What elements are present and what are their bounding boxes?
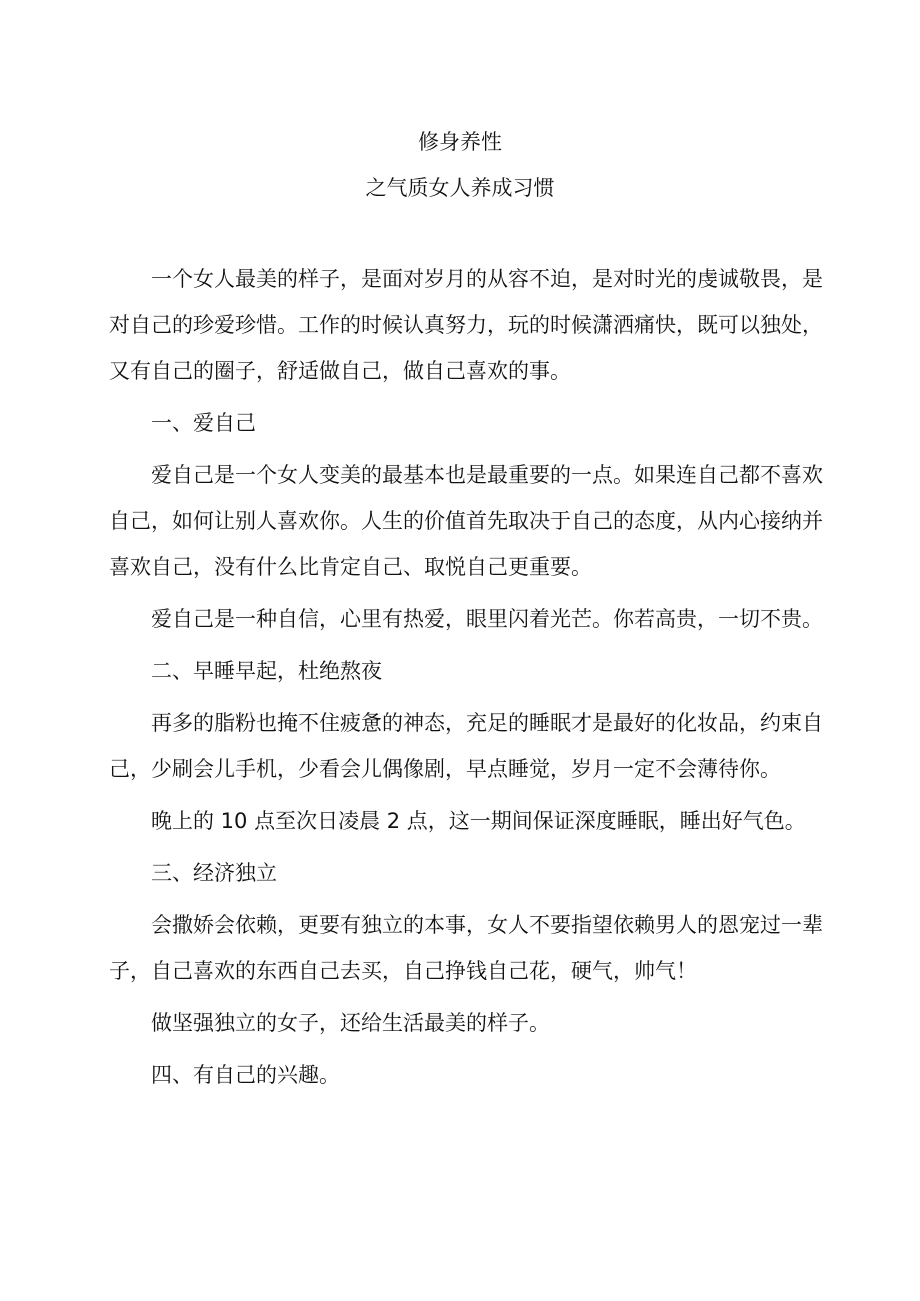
intro-paragraph: 一个女人最美的样子，是面对岁月的从容不迫，是对时光的虔诚敬畏，是对自己的珍爱珍惜。工作的时候认真努力，玩的时候潇洒痛快，既可以独处，又有自己的圈子，舒适做自己，做自己喜欢的事。 <box>109 267 823 383</box>
body-paragraph: 做坚强独立的女子，还给生活最美的样子。 <box>151 1011 550 1035</box>
document-title: 修身养性 <box>418 130 502 154</box>
section-heading-own-interests: 四、有自己的兴趣。 <box>151 1063 340 1087</box>
section-heading-sleep-early: 二、早睡早起，杜绝熬夜 <box>151 659 382 683</box>
section-heading-love-yourself: 一、爱自己 <box>151 411 256 435</box>
body-paragraph: 爱自己是一种自信，心里有热爱，眼里闪着光芒。你若高贵，一切不贵。 <box>151 607 823 631</box>
document-subtitle: 之气质女人养成习惯 <box>365 176 555 200</box>
document-body <box>109 256 823 1104</box>
body-paragraph: 爱自己是一个女人变美的最基本也是最重要的一点。如果连自己都不喜欢自己，如何让别人喜欢你。人生的价值首先取决于自己的态度，从内心接纳并喜欢自己，没有什么比肯定自己、取悦自己更重要。 <box>109 463 823 579</box>
body-paragraph: 晚上的 10 点至次日凌晨 2 点，这一期间保证深度睡眠，睡出好气色。 <box>151 809 806 833</box>
body-paragraph: 再多的脂粉也掩不住疲惫的神态，充足的睡眠才是最好的化妆品，约束自己，少刷会儿手机，少看会儿偶像剧，早点睡觉，岁月一定不会薄待你。 <box>109 711 823 781</box>
section-heading-financial-independence: 三、经济独立 <box>151 861 277 885</box>
body-paragraph: 会撒娇会依赖，更要有独立的本事，女人不要指望依赖男人的恩宠过一辈子，自己喜欢的东西自己去买，自己挣钱自己花，硬气，帅气！ <box>109 913 823 983</box>
